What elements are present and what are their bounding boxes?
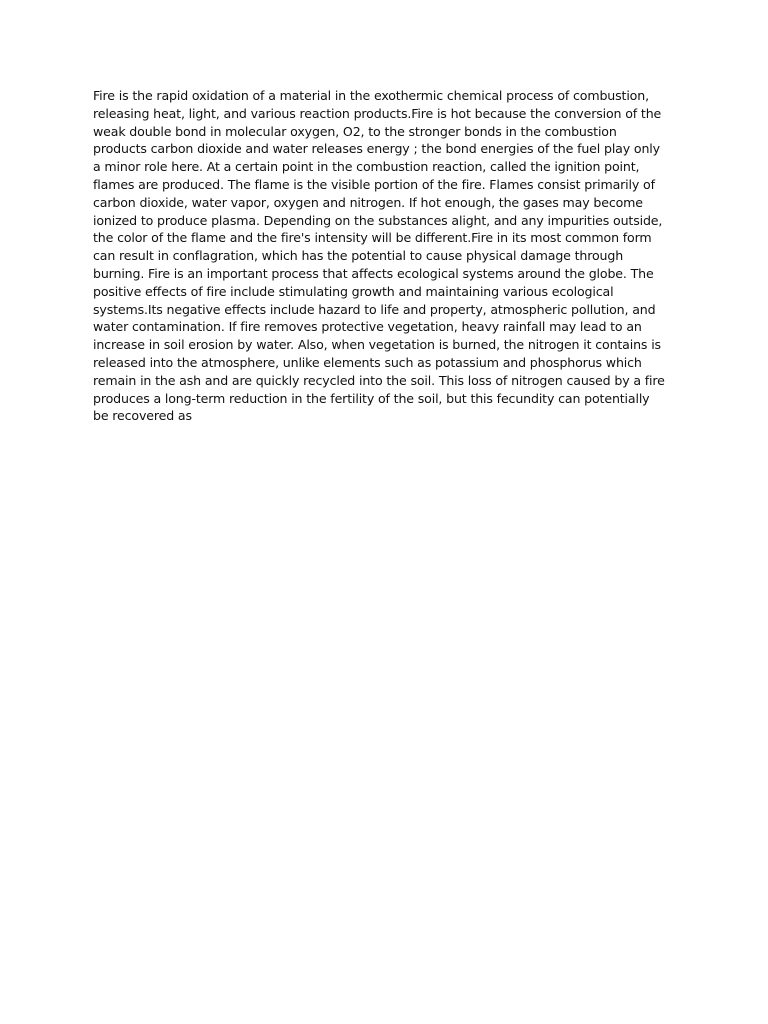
body-paragraph	[93, 87, 683, 425]
paragraph-line: products carbon dioxide and water releases energy ; the bond energies of the fuel play only	[93, 141, 660, 157]
paragraph-line: increase in soil erosion by water. Also, when vegetation is burned, the nitrogen it contains is	[93, 337, 661, 353]
paragraph-line: released into the atmosphere, unlike elements such as potassium and phosphorus which	[93, 354, 642, 370]
paragraph-line: carbon dioxide, water vapor, oxygen and nitrogen. If hot enough, the gases may become	[93, 194, 643, 210]
paragraph-line: be recovered as	[93, 408, 192, 424]
paragraph-line: weak double bond in molecular oxygen, O2, to the stronger bonds in the combustion	[93, 123, 617, 139]
paragraph-line: Fire is the rapid oxidation of a material in the exothermic chemical process of combustion,	[93, 88, 649, 103]
paragraph-line: produces a long-term reduction in the fertility of the soil, but this fecundity can potentially	[93, 390, 650, 406]
paragraph-line: systems.Its negative effects include hazard to life and property, atmospheric pollution, and	[93, 301, 656, 317]
paragraph-line: can result in conflagration, which has the potential to cause physical damage through	[93, 248, 624, 264]
paragraph-line: releasing heat, light, and various reaction products.Fire is hot because the conversion of the	[93, 105, 662, 121]
paragraph-line: positive effects of fire include stimulating growth and maintaining various ecological	[93, 283, 614, 299]
paragraph-line: remain in the ash and are quickly recycled into the soil. This loss of nitrogen caused by a fire	[93, 372, 665, 388]
paragraph-line: water contamination. If fire removes protective vegetation, heavy rainfall may lead to an	[93, 319, 642, 335]
paragraph-line: a minor role here. At a certain point in the combustion reaction, called the ignition point,	[93, 159, 640, 175]
paragraph-line: burning. Fire is an important process that affects ecological systems around the globe. The	[93, 265, 654, 281]
paragraph-line: flames are produced. The flame is the visible portion of the fire. Flames consist primarily of	[93, 176, 655, 192]
paragraph-line: the color of the flame and the fire's intensity will be different.Fire in its most common form	[93, 230, 652, 246]
paragraph-line: ionized to produce plasma. Depending on the substances alight, and any impurities outside,	[93, 212, 663, 228]
